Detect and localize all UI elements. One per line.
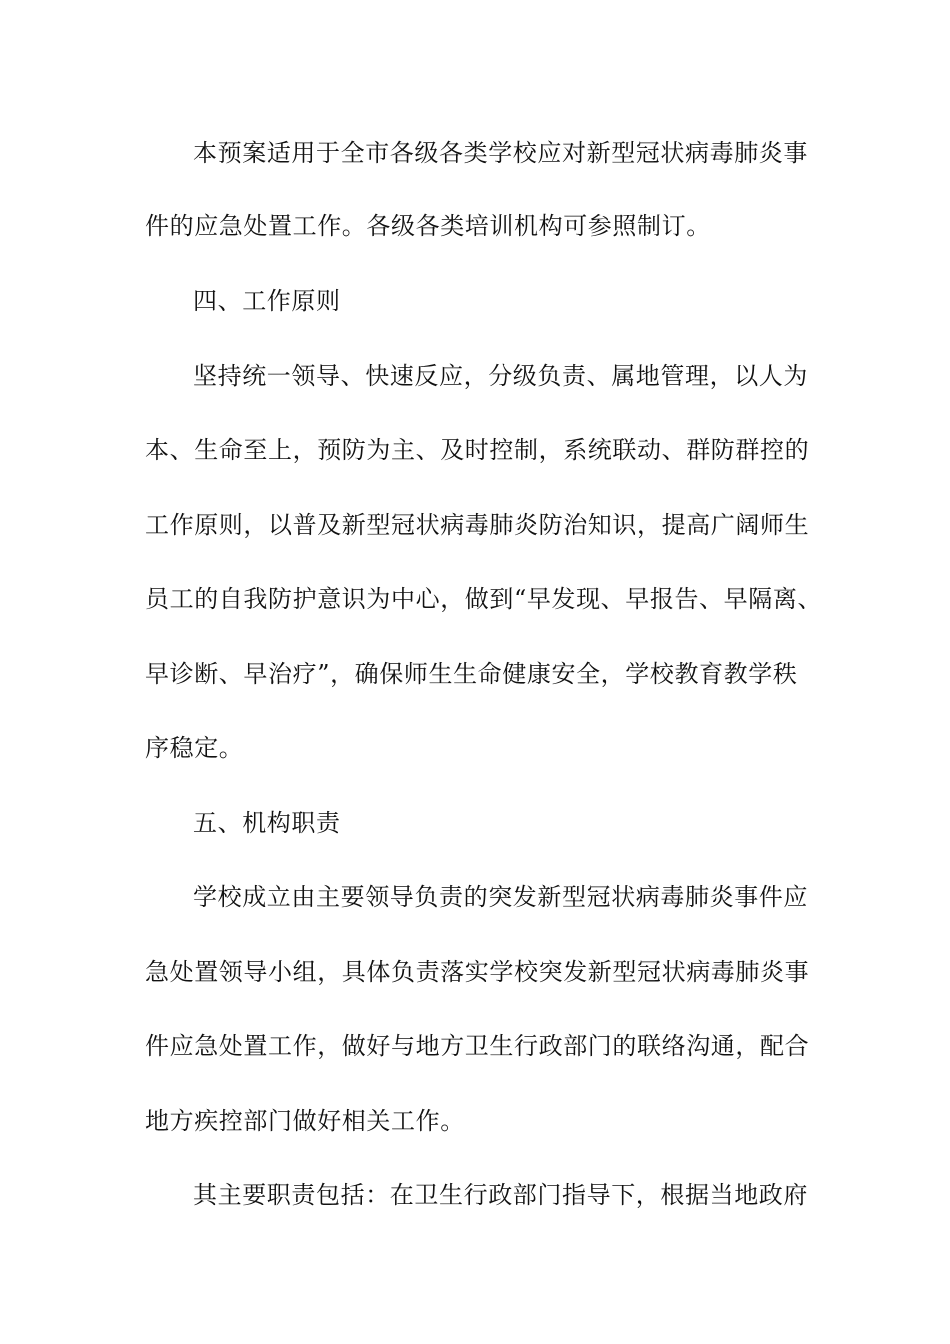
text-line: 序稳定。 (145, 734, 244, 762)
text-line: 早诊断、早治疗”，确保师生生命健康安全，学校教育教学秩 (145, 660, 798, 688)
section-heading: 五、机构职责 (193, 809, 341, 837)
text-line: 件应急处置工作，做好与地方卫生行政部门的联络沟通，配合 (145, 1032, 810, 1060)
text-line: 急处置领导小组，具体负责落实学校突发新型冠状病毒肺炎事 (145, 958, 810, 986)
text-line: 坚持统一领导、快速反应，分级负责、属地管理，以人为 (193, 362, 808, 390)
text-line: 工作原则，以普及新型冠状病毒肺炎防治知识，提高广阔师生 (145, 511, 810, 539)
text-line: 员工的自我防护意识为中心，做到“早发现、早报告、早隔离、 (145, 585, 823, 613)
text-line: 本、生命至上，预防为主、及时控制，系统联动、群防群控的 (145, 436, 810, 464)
text-line: 件的应急处置工作。各级各类培训机构可参照制订。 (145, 212, 711, 240)
text-line: 其主要职责包括：在卫生行政部门指导下，根据当地政府 (193, 1181, 808, 1209)
text-line: 学校成立由主要领导负责的突发新型冠状病毒肺炎事件应 (193, 883, 808, 911)
text-line: 地方疾控部门做好相关工作。 (145, 1107, 465, 1135)
text-line: 本预案适用于全市各级各类学校应对新型冠状病毒肺炎事 (193, 139, 808, 167)
section-heading: 四、工作原则 (193, 287, 341, 315)
